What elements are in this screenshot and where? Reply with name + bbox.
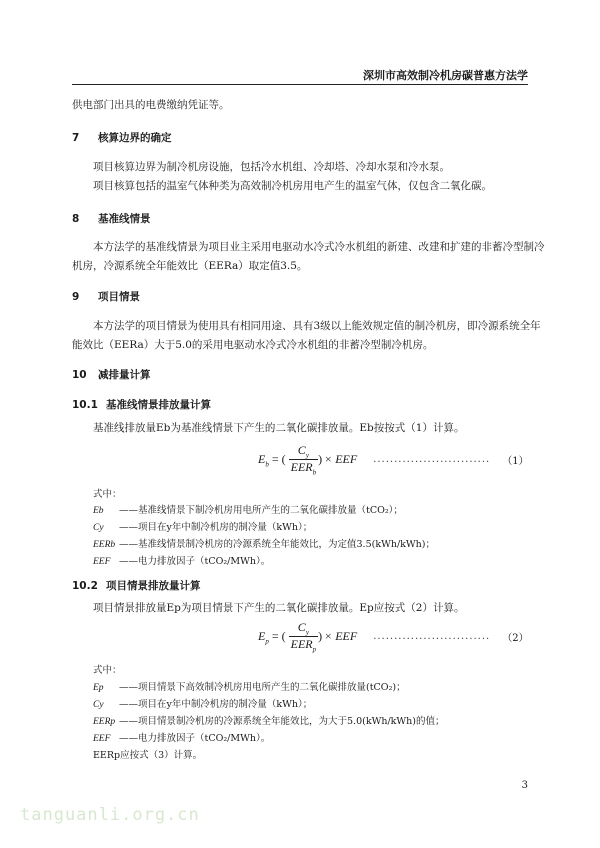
equation-1: $E_b$ = ( $\frac{C_y}{EER_b}$ ) × EEF ............................ （1） (258, 443, 529, 477)
section-9-para-1: 本方法学的项目情景为使用具有相同用途、具有3级以上能效规定值的制冷机房，即冷源系统全年 (93, 320, 541, 332)
eq-fraction: $\frac{C_y}{EER_b}$ (290, 443, 317, 477)
intro-line: 供电部门出具的电费缴纳凭证等。 (72, 99, 230, 111)
eq-leader-dots: ............................ (373, 631, 491, 643)
section-number: 9 (72, 291, 80, 303)
formula-reference-line: EERp应按式（3）计算。 (93, 750, 203, 761)
subsection-number: 10.1 (72, 399, 98, 411)
where-label: 式中： (93, 665, 122, 676)
eq-lhs: $E_b$ (258, 451, 269, 469)
section-title: 基准线情景 (98, 213, 151, 225)
section-8-para-2: 机房，冷源系统全年能效比（EERa）取定值3.5。 (72, 260, 308, 272)
section-number: 7 (72, 132, 80, 144)
definition-row: Ep ——项目情景下高效制冷机房用电所产生的二氧化碳排放量(tCO₂)； (93, 682, 406, 693)
section-title: 核算边界的确定 (98, 132, 172, 144)
section-8-para-1: 本方法学的基准线情景为项目业主采用电驱动水冷式冷水机组的新建、改建和扩建的非蓄冷型制冷 (93, 241, 545, 253)
subsection-title: 项目情景排放量计算 (106, 580, 201, 592)
equation-2: $E_p$ = ( $\frac{C_y}{EER_p}$ ) × EEF ............................ （2） (258, 620, 529, 654)
definition-row: EERp ——项目情景制冷机房的冷源系统全年能效比，为大于5.0(kWh/kWh)的值； (93, 716, 445, 727)
definition-row: EERb ——基准线情景制冷机房的冷源系统全年能效比，为定值3.5(kWh/kWh)； (93, 539, 436, 550)
eq-fraction: $\frac{C_y}{EER_p}$ (290, 620, 317, 654)
definition-row: Cy ——项目在y年中制冷机房的制冷量（kWh）； (93, 699, 313, 710)
eq-tail: × EEF (324, 452, 358, 467)
eq-lhs: $E_p$ (258, 628, 269, 646)
section-title: 减排量计算 (98, 369, 151, 381)
eq-tail: × EEF (324, 629, 358, 644)
subsection-10-2-intro: 项目情景排放量Ep为项目情景下产生的二氧化碳排放量。Ep应按式（2）计算。 (93, 602, 465, 614)
header-title: 深圳市高效制冷机房碳普惠方法学 (363, 69, 528, 82)
page-number: 3 (521, 780, 528, 791)
section-8-heading (72, 211, 151, 226)
subsection-title: 基准线情景排放量计算 (106, 399, 211, 411)
section-10-heading (72, 367, 151, 382)
subsection-number: 10.2 (72, 580, 98, 592)
header-divider (72, 84, 528, 85)
section-7-para-2: 项目核算包括的温室气体种类为高效制冷机房用电产生的温室气体，仅包含二氧化碳。 (93, 180, 492, 192)
subsection-10-1-intro: 基准线排放量Eb为基准线情景下产生的二氧化碳排放量。Eb按按式（1）计算。 (93, 422, 465, 434)
section-9-heading (72, 289, 140, 304)
eq-leader-dots: ............................ (373, 454, 491, 466)
definition-row: EEF ——电力排放因子（tCO₂/MWh）。 (93, 733, 271, 744)
watermark: tanguanli.org.cn (20, 805, 200, 825)
definition-row: EEF ——电力排放因子（tCO₂/MWh）。 (93, 556, 271, 567)
subsection-10-2-heading (72, 578, 201, 593)
subsection-10-1-heading (72, 397, 211, 412)
section-7-para-1: 项目核算边界为制冷机房设施，包括冷水机组、冷却塔、冷却水泵和冷水泵。 (93, 161, 450, 173)
equation-number: （2） (502, 633, 529, 645)
definition-row: Cy ——项目在y年中制冷机房的制冷量（kWh）； (93, 522, 313, 533)
definition-row: Eb ——基准线情景下制冷机房用电所产生的二氧化碳排放量（tCO₂）； (93, 505, 403, 516)
section-7-heading (72, 130, 172, 145)
equation-number: （1） (502, 456, 529, 468)
section-title: 项目情景 (98, 291, 140, 303)
where-label: 式中： (93, 489, 122, 500)
section-number: 10 (72, 369, 87, 381)
section-number: 8 (72, 213, 80, 225)
section-9-para-2: 能效比（EERa）大于5.0的采用电驱动水冷式冷水机组的非蓄冷型制冷机房。 (72, 339, 434, 351)
